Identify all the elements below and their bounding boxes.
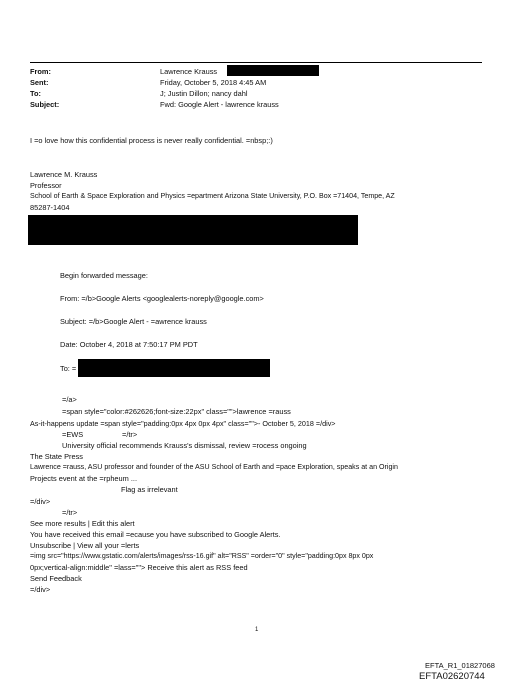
to-label: To: xyxy=(30,89,41,98)
alert-line: As-it-happens update =span style="padding:0px 4px 0px 4px" class="">- October 5, 2018 =/div> xyxy=(30,419,336,428)
alert-line: You have received this email =ecause you have subscribed to Google Alerts. xyxy=(30,530,281,539)
alert-line: =span style="color:#262626;font-size:22px" class="">lawrence =rauss xyxy=(62,407,291,416)
forward-date: Date: October 4, 2018 at 7:50:17 PM PDT xyxy=(60,340,198,349)
alert-line: =/a> xyxy=(62,395,77,404)
begin-forwarded: Begin forwarded message: xyxy=(60,271,148,280)
see-more-results-link[interactable]: See more results | Edit this alert xyxy=(30,519,135,528)
page-number: 1 xyxy=(255,627,259,633)
subject-value: Fwd: Google Alert - lawrence krauss xyxy=(160,100,279,109)
alert-line: =img src="https://www.gstatic.com/alerts/images/rss-16.gif" alt="RSS" =order="0" style="padding:0px 8px 0px xyxy=(30,552,374,560)
flag-irrelevant-link[interactable]: Flag as irrelevant xyxy=(121,485,178,494)
forward-to: To: = xyxy=(60,364,77,373)
redaction-box xyxy=(28,215,358,245)
redaction-box xyxy=(78,359,270,377)
header-rule xyxy=(30,62,482,63)
forward-subject: Subject: =/b>Google Alert - =awrence krauss xyxy=(60,317,207,326)
redaction-box xyxy=(227,65,319,76)
alert-line: =EWS xyxy=(62,430,84,439)
alert-line: =/tr> xyxy=(62,508,78,517)
from-label: From: xyxy=(30,67,51,76)
signature-title: Professor xyxy=(30,181,62,190)
from-value: Lawrence Krauss xyxy=(160,67,218,76)
alert-line: =/div> xyxy=(30,585,51,594)
signature-address-1: School of Earth & Space Exploration and Physics =epartment Arizona State University, P.O. Box =71404, Tempe, AZ xyxy=(30,192,395,200)
send-feedback-link[interactable]: Send Feedback xyxy=(30,574,82,583)
alert-snippet: Projects event at the =rpheum ... xyxy=(30,474,138,483)
intro-line: I =o love how this confidential process is never really confidential. =nbsp;:) xyxy=(30,136,273,145)
alert-snippet: Lawrence =rauss, ASU professor and founder of the ASU School of Earth and =pace Exploration, speaks at an Origin xyxy=(30,463,398,471)
to-value: J; Justin Dillon; nancy dahl xyxy=(160,89,248,98)
subject-label: Subject: xyxy=(30,100,60,109)
signature-address-2: 85287-1404 xyxy=(30,203,70,212)
bates-code-1: EFTA_R1_01827068 xyxy=(425,661,495,670)
forward-from: From: =/b>Google Alerts <googlealerts-noreply@google.com> xyxy=(60,294,264,303)
bates-code-2: EFTA02620744 xyxy=(419,671,485,682)
sent-value: Friday, October 5, 2018 4:45 AM xyxy=(160,78,267,87)
sent-label: Sent: xyxy=(30,78,49,87)
unsubscribe-link[interactable]: Unsubscribe | View all your =lerts xyxy=(30,541,140,550)
alert-line: =/tr> xyxy=(122,430,138,439)
rss-feed-link[interactable]: 0px;vertical-align:middle" =lass=""> Receive this alert as RSS feed xyxy=(30,563,248,572)
signature-name: Lawrence M. Krauss xyxy=(30,170,98,179)
alert-source: The State Press xyxy=(30,452,83,461)
alert-line: =/div> xyxy=(30,497,51,506)
alert-headline: University official recommends Krauss's dismissal, review =rocess ongoing xyxy=(62,441,307,450)
